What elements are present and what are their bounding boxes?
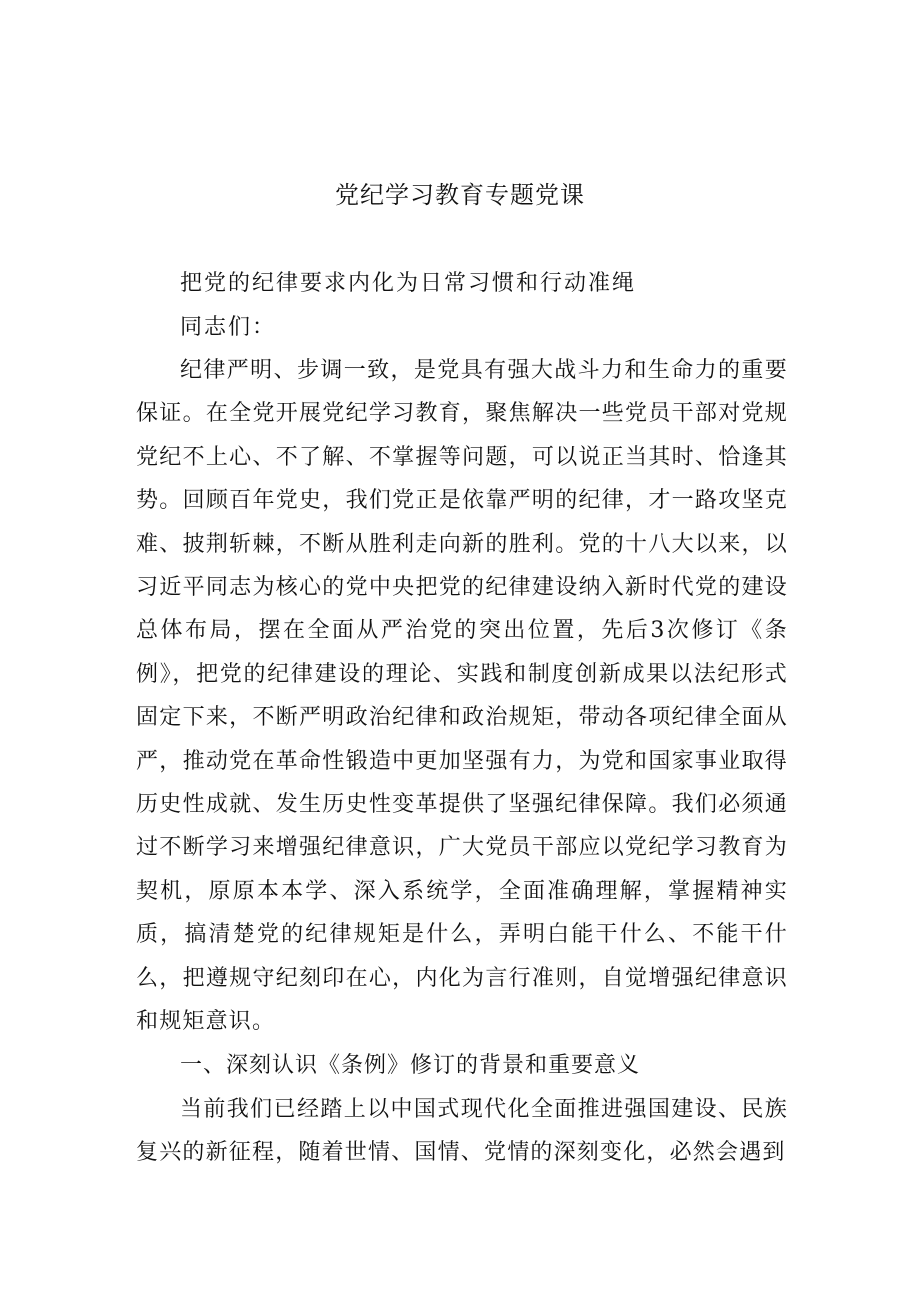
section-heading: 一、深刻认识《条例》修订的背景和重要意义 xyxy=(180,1053,641,1078)
body-paragraph: 纪律严明、步调一致，是党具有强大战斗力和生命力的重要保证。在全党开展党纪学习教育，聚焦解决一些党员干部对党规党纪不上心、不了解、不掌握等问题，可以说正当其时、恰逢其势。回顾百年党史，我们党正是依靠严明的纪律，才一路攻坚克难、披荆斩棘，不断从胜利走向新的胜利。党的十八大以来，以习近平同志为核心的党中央把党的纪律建设纳入新时代党的建设总体布局，摆在全面从严治党的突出位置，先后3次修订《条例》，把党的纪律建设的理论、实践和制度创新成果以法纪形式固定下来，不断严明政治纪律和政治规矩，带动各项纪律全面从严，推动党在革命性锻造中更加坚强有力，为党和国家事业取得历史性成就、发生历史性变革提供了坚强纪律保障。我们必须通过不断学习来增强纪律意识，广大党员干部应以党纪学习教育为契机，原原本本学、深入系统学，全面准确理解，掌握精神实质，搞清楚党的纪律规矩是什么，弄明白能干什么、不能干什么，把遵规守纪刻印在心，内化为言行准则，自觉增强纪律意识和规矩意识。 xyxy=(136,358,788,1035)
document-title: 党纪学习教育专题党课 xyxy=(335,181,585,209)
section-paragraph: 当前我们已经踏上以中国式现代化全面推进强国建设、民族复兴的新征程，随着世情、国情、党情的深刻变化，必然会遇到 xyxy=(136,1097,788,1166)
greeting: 同志们： xyxy=(180,315,277,340)
document-subtitle: 把党的纪律要求内化为日常习惯和行动准绳 xyxy=(180,271,637,296)
